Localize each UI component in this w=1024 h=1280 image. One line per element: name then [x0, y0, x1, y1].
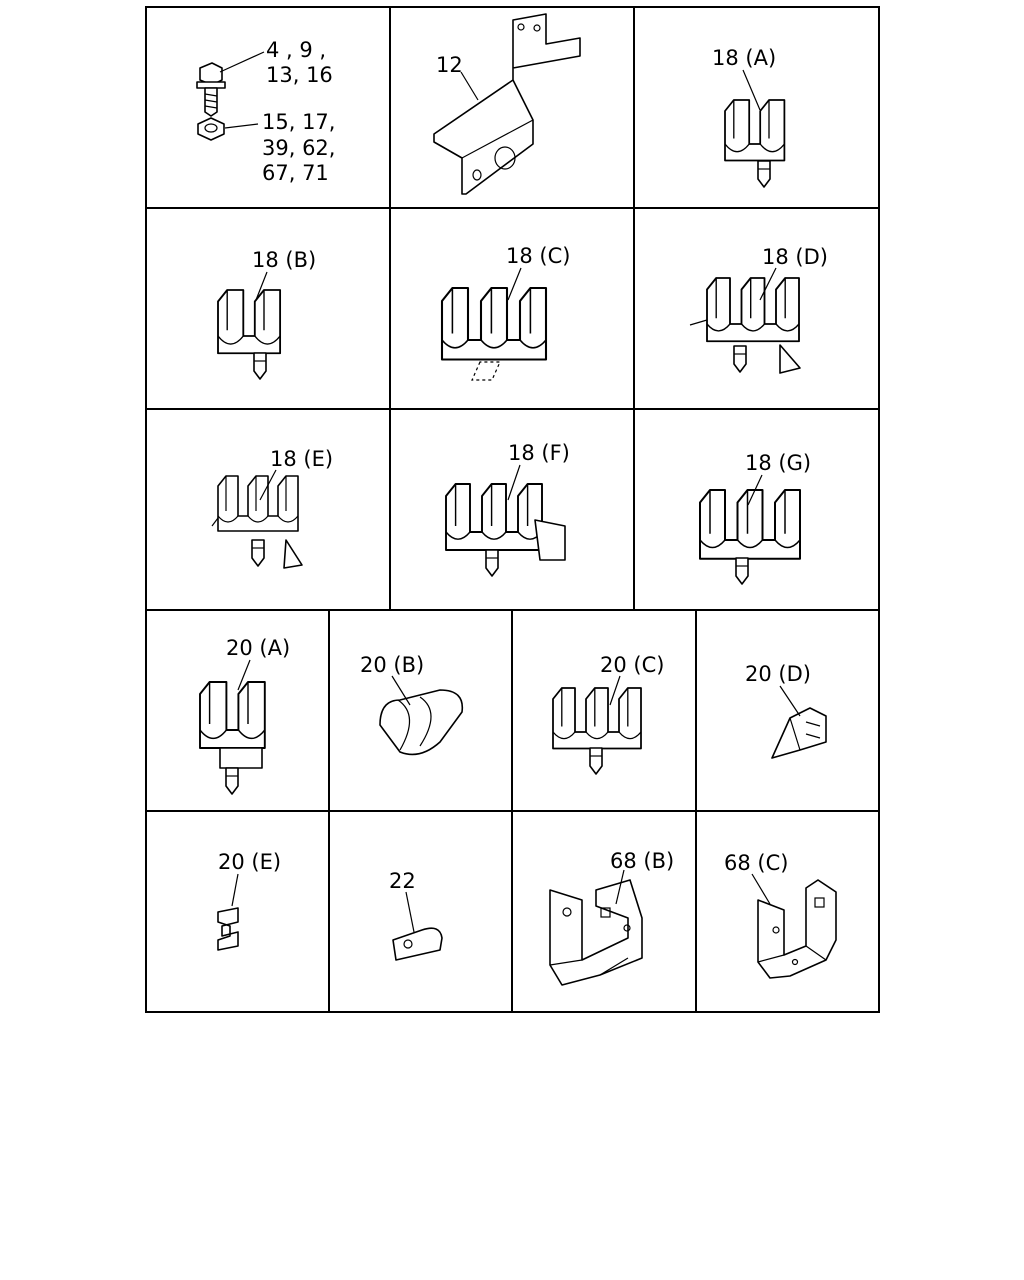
label-18b: 18 (B): [252, 248, 317, 272]
cell-bolt-nut: [197, 38, 335, 185]
label-20c: 20 (C): [600, 653, 665, 677]
nut-drawing: [198, 118, 224, 140]
label-bolt-line-1: 4 , 9 ,: [266, 38, 327, 62]
label-18c: 18 (C): [506, 244, 571, 268]
cell-68c: [724, 851, 836, 978]
label-12: 12: [436, 53, 463, 77]
label-bolt-line-2: 13, 16: [266, 63, 333, 87]
cell-22: [389, 869, 442, 960]
cell-20d: [745, 662, 826, 758]
label-20b: 20 (B): [360, 653, 425, 677]
label-18a: 18 (A): [712, 46, 777, 70]
label-20e: 20 (E): [218, 850, 282, 874]
label-22: 22: [389, 869, 416, 893]
label-20a: 20 (A): [226, 636, 291, 660]
cell-12: [434, 14, 580, 194]
cell-18d: [690, 245, 828, 373]
label-18d: 18 (D): [762, 245, 828, 269]
cell-18a: [712, 46, 784, 187]
label-68b: 68 (B): [610, 849, 675, 873]
cell-68b: [550, 849, 674, 985]
cell-18g: [700, 451, 811, 584]
label-18f: 18 (F): [508, 441, 570, 465]
cell-20a: [200, 636, 290, 794]
cell-18e: [212, 447, 333, 568]
label-20d: 20 (D): [745, 662, 811, 686]
label-nut-line-1: 15, 17,: [262, 110, 336, 134]
cell-20e: [218, 850, 281, 950]
cell-18b: [218, 248, 316, 379]
label-18e: 18 (E): [270, 447, 334, 471]
bolt-drawing: [197, 63, 225, 116]
cell-18c: [442, 244, 570, 380]
label-18g: 18 (G): [745, 451, 812, 475]
cell-18f: [446, 441, 570, 576]
label-nut-line-3: 67, 71: [262, 161, 329, 185]
cell-20b: [360, 653, 462, 754]
label-68c: 68 (C): [724, 851, 789, 875]
label-nut-line-2: 39, 62,: [262, 136, 336, 160]
cell-20c: [553, 653, 664, 774]
